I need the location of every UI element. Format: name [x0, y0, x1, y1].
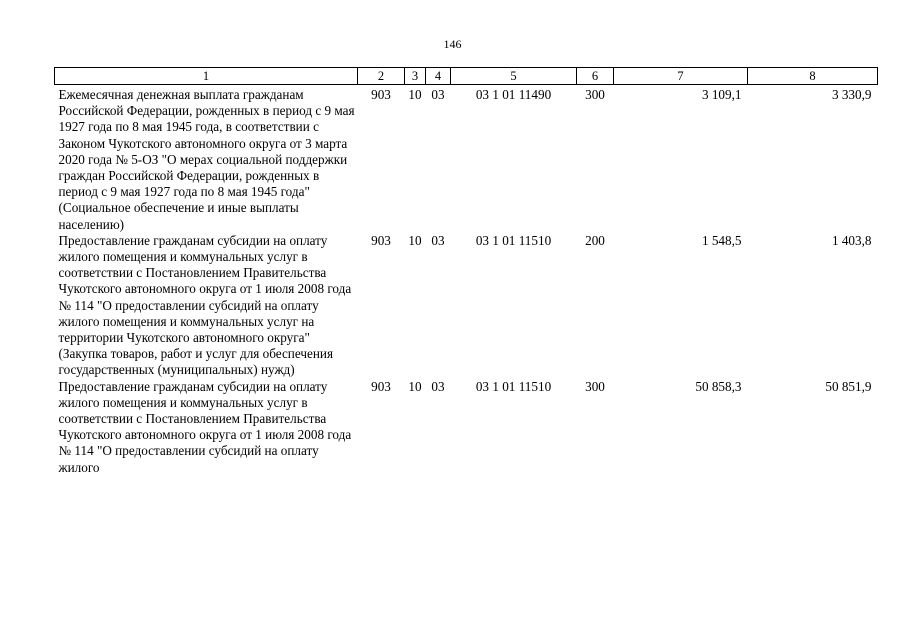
budget-table [54, 67, 878, 476]
amount-col8: 50 851,9 [825, 378, 872, 394]
expense-type-code: 200 [585, 232, 605, 248]
header-cell: 5 [451, 68, 577, 85]
section-code: 10 [408, 378, 422, 394]
ministry-code: 903 [371, 87, 391, 102]
header-cell: 7 [614, 68, 748, 85]
target-article-code: 03 1 01 11510 [475, 378, 552, 394]
amount-col7: 50 858,3 [695, 378, 742, 394]
subsection-code: 03 [431, 232, 445, 248]
target-article-code: 03 1 01 11490 [475, 87, 552, 102]
row-description: Предоставление гражданам субсидии на оплату жилого помещения и коммунальных услуг в соответствии с Постановлением Правительства Чукотского автономного округа от 1 июля 2008 года № 114 "О предоставлении субсидий на оплату жилого [58, 378, 352, 475]
section-code: 10 [408, 232, 422, 248]
amount-col8: 1 403,8 [831, 232, 872, 248]
subsection-code: 03 [431, 87, 445, 102]
header-cell: 8 [748, 68, 878, 85]
target-article-code: 03 1 01 11510 [475, 232, 552, 248]
expense-type-code: 300 [585, 378, 605, 394]
row-description: Ежемесячная денежная выплата гражданам Российской Федерации, рожденных в период с 9 мая 1927 года по 8 мая 1945 года, в соответствии с Законом Чукотского автономного округа от 3 марта 2020 года № 5-ОЗ "О мерах социальной поддержки граждан Российской Федерации, рожденных в период с 9 мая 1927 года по 8 мая 1945 года" (Социальное обеспечение и иные выплаты населению) [58, 87, 355, 232]
header-cell: 6 [577, 68, 614, 85]
expense-type-code: 300 [585, 87, 605, 102]
amount-col7: 1 548,5 [701, 232, 742, 248]
table-row [55, 233, 878, 379]
header-cell: 2 [358, 68, 405, 85]
header-row [55, 68, 878, 85]
table-row [55, 379, 878, 476]
amount-col8: 3 330,9 [831, 87, 872, 102]
ministry-code: 903 [371, 232, 391, 248]
header-cell: 3 [405, 68, 426, 85]
section-code: 10 [408, 87, 422, 102]
header-cell: 4 [426, 68, 451, 85]
header-cell: 1 [55, 68, 358, 85]
ministry-code: 903 [371, 378, 391, 394]
page-number: 146 [443, 37, 462, 51]
amount-col7: 3 109,1 [701, 87, 742, 102]
table-row [55, 85, 878, 233]
row-description: Предоставление гражданам субсидии на оплату жилого помещения и коммунальных услуг в соответствии с Постановлением Правительства Чукотского автономного округа от 1 июля 2008 года № 114 "О предоставлении субсидий на оплату жилого помещения и коммунальных услуг на территории Чукотского автономного округа" (Закупка товаров, работ и услуг для обеспечения государственных (муниципальных) нужд) [58, 232, 352, 378]
subsection-code: 03 [431, 378, 445, 394]
